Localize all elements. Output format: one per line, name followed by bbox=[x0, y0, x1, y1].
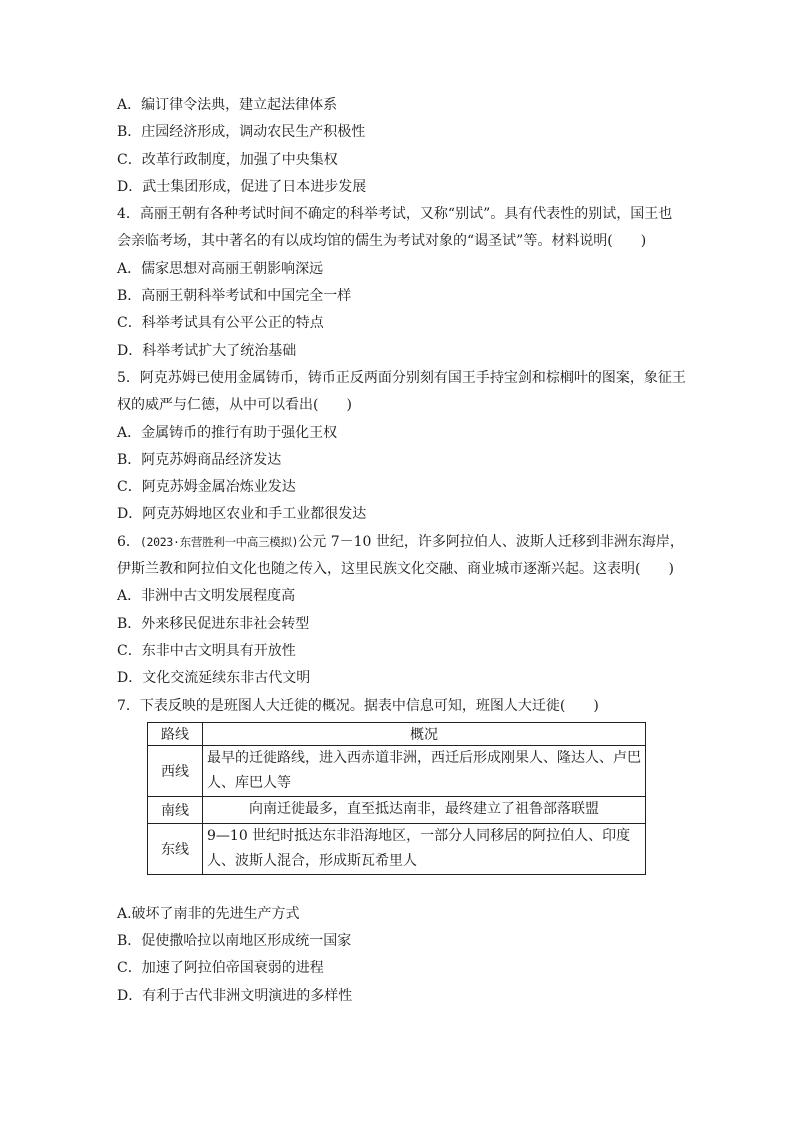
overview-cell: 9—10 世纪时抵达东非沿海地区，一部分人同移居的阿拉伯人、印度人、波斯人混合，形成斯瓦希里人 bbox=[203, 823, 646, 874]
q5-option-b: B．阿克苏姆商品经济发达 bbox=[117, 451, 282, 468]
route-cell: 东线 bbox=[148, 823, 203, 874]
q4-option-d: D．科举考试扩大了统治基础 bbox=[117, 342, 297, 359]
q3-option-b: B．庄园经济形成，调动农民生产积极性 bbox=[117, 124, 366, 141]
route-cell: 南线 bbox=[148, 796, 203, 823]
table-header-route: 路线 bbox=[148, 722, 203, 745]
q4-stem-line2: 会亲临考场，其中著名的有以成均馆的儒生为考试对象的“谒圣试”等。材料说明( ) bbox=[117, 233, 647, 250]
q6-option-d: D．文化交流延续东非古代文明 bbox=[117, 670, 311, 687]
q5-stem-line1: 5．阿克苏姆已使用金属铸币，铸币正反两面分别刻有国王手持宝剑和棕榈叶的图案，象征王 bbox=[117, 369, 686, 386]
q3-option-d: D．武士集团形成，促进了日本进步发展 bbox=[117, 178, 367, 195]
q6-option-c: C．东非中古文明具有开放性 bbox=[117, 642, 296, 659]
table-header-row bbox=[148, 722, 646, 745]
q6-option-a: A．非洲中古文明发展程度高 bbox=[117, 588, 296, 605]
q6-stem-line2: 伊斯兰教和阿拉伯文化也随之传入，这里民族文化交融、商业城市逐渐兴起。这表明( ) bbox=[117, 561, 674, 578]
table-row bbox=[148, 796, 646, 823]
table-row bbox=[148, 823, 646, 874]
table-row bbox=[148, 745, 646, 796]
q7-option-d: D．有利于古代非洲文明演进的多样性 bbox=[117, 987, 353, 1004]
q7-option-c: C．加速了阿拉伯帝国衰弱的进程 bbox=[117, 960, 324, 977]
q4-option-c: C．科举考试具有公平公正的特点 bbox=[117, 315, 324, 332]
q6-option-b: B．外来移民促进东非社会转型 bbox=[117, 615, 310, 632]
overview-cell: 向南迁徙最多，直至抵达南非，最终建立了祖鲁部落联盟 bbox=[203, 796, 646, 823]
q5-stem-line2: 权的威严与仁德，从中可以看出( ) bbox=[117, 397, 352, 414]
q5-option-c: C．阿克苏姆金属冶炼业发达 bbox=[117, 479, 296, 496]
q3-option-c: C．改革行政制度，加强了中央集权 bbox=[117, 151, 338, 168]
q5-option-a: A．金属铸币的推行有助于强化王权 bbox=[117, 424, 338, 441]
overview-cell: 最早的迁徙路线，进入西赤道非洲，西迁后形成刚果人、隆达人、卢巴人、库巴人等 bbox=[203, 745, 646, 796]
question-page bbox=[117, 92, 685, 1010]
q4-option-a: A．儒家思想对高丽王朝影响深远 bbox=[117, 260, 324, 277]
q6-number: 6． bbox=[117, 533, 140, 550]
table-header-overview: 概况 bbox=[203, 722, 646, 745]
q4-stem-line1: 4．高丽王朝有各种考试时间不确定的科举考试，又称“别试”。具有代表性的别试，国王也 bbox=[117, 206, 673, 223]
q7-stem: 7．下表反映的是班图人大迁徙的概况。据表中信息可知，班图人大迁徙( ) bbox=[117, 697, 599, 714]
q7-option-b: B．促使撒哈拉以南地区形成统一国家 bbox=[117, 933, 352, 950]
route-cell: 西线 bbox=[148, 745, 203, 796]
q5-option-d: D．阿克苏姆地区农业和手工业都很发达 bbox=[117, 506, 367, 523]
q3-option-a: A．编订律令法典，建立起法律体系 bbox=[117, 97, 338, 113]
q6-source: (2023·东营胜利一中高三模拟) bbox=[139, 534, 299, 549]
q4-option-b: B．高丽王朝科举考试和中国完全一样 bbox=[117, 288, 352, 305]
q7-option-a: A.破坏了南非的先进生产方式 bbox=[117, 905, 300, 922]
q6-stem-line1 bbox=[117, 529, 685, 556]
migration-table bbox=[147, 722, 646, 875]
q6-stem-line1-text: 公元 7－10 世纪，许多阿拉伯人、波斯人迁移到非洲东海岸， bbox=[298, 533, 684, 550]
